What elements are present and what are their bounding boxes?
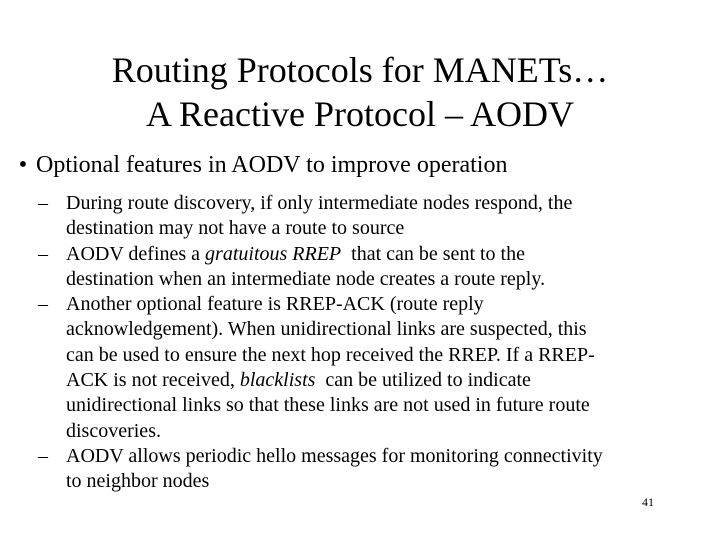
main-bullet-text: Optional features in AODV to improve operation — [36, 152, 508, 178]
sub-bullet-2-line-2: destination when an intermediate node creates a route reply. — [66, 267, 546, 290]
sub-bullet-list — [30, 191, 714, 495]
sub-bullet-3-line-4 — [66, 368, 714, 393]
sub-bullet-1-line-2: destination may not have a route to source — [66, 217, 405, 240]
sub-bullet-3-text: ACK is not received, — [66, 369, 240, 392]
sub-bullet-2-line-1 — [66, 242, 714, 267]
dash-marker: – — [38, 444, 48, 467]
dash-marker: – — [38, 242, 48, 265]
bullet-marker: • — [18, 152, 28, 178]
gratuitous-rrep-term: gratuitous RREP — [205, 242, 342, 265]
dash-marker: – — [38, 293, 48, 316]
sub-bullet-1-line-1: During route discovery, if only intermediate nodes respond, the — [66, 192, 573, 214]
sub-bullet-3-line-6: discoveries. — [66, 419, 161, 442]
sub-bullet-4 — [30, 444, 714, 495]
sub-bullet-2 — [30, 242, 714, 293]
sub-bullet-2-text-post: that can be sent to the — [341, 242, 525, 265]
sub-bullet-3-line-2: acknowledgement). When unidirectional links are suspected, this — [66, 318, 587, 341]
page-number: 41 — [642, 495, 654, 509]
sub-bullet-4-line-1: AODV allows periodic hello messages for monitoring connectivity — [66, 444, 603, 467]
sub-bullet-4-line-2: to neighbor nodes — [66, 470, 210, 493]
main-bullet — [10, 150, 710, 180]
title-line-2: A Reactive Protocol – AODV — [146, 94, 574, 134]
sub-bullet-3-line-5: unidirectional links so that these links are not used in future route — [66, 394, 590, 417]
sub-bullet-3-line-3: can be used to ensure the next hop received the RREP. If a RREP- — [66, 343, 595, 366]
title-line-1: Routing Protocols for MANETs… — [111, 50, 609, 90]
sub-bullet-3 — [30, 292, 714, 444]
dash-marker: – — [38, 192, 48, 214]
sub-bullet-3-line-1: Another optional feature is RREP-ACK (route reply — [66, 293, 484, 316]
sub-bullet-2-text: AODV defines a — [66, 242, 206, 265]
sub-bullet-3-text-post: can be utilized to indicate — [315, 369, 531, 392]
slide-title — [0, 48, 720, 136]
sub-bullet-1 — [30, 191, 714, 242]
blacklists-term: blacklists — [239, 369, 316, 392]
